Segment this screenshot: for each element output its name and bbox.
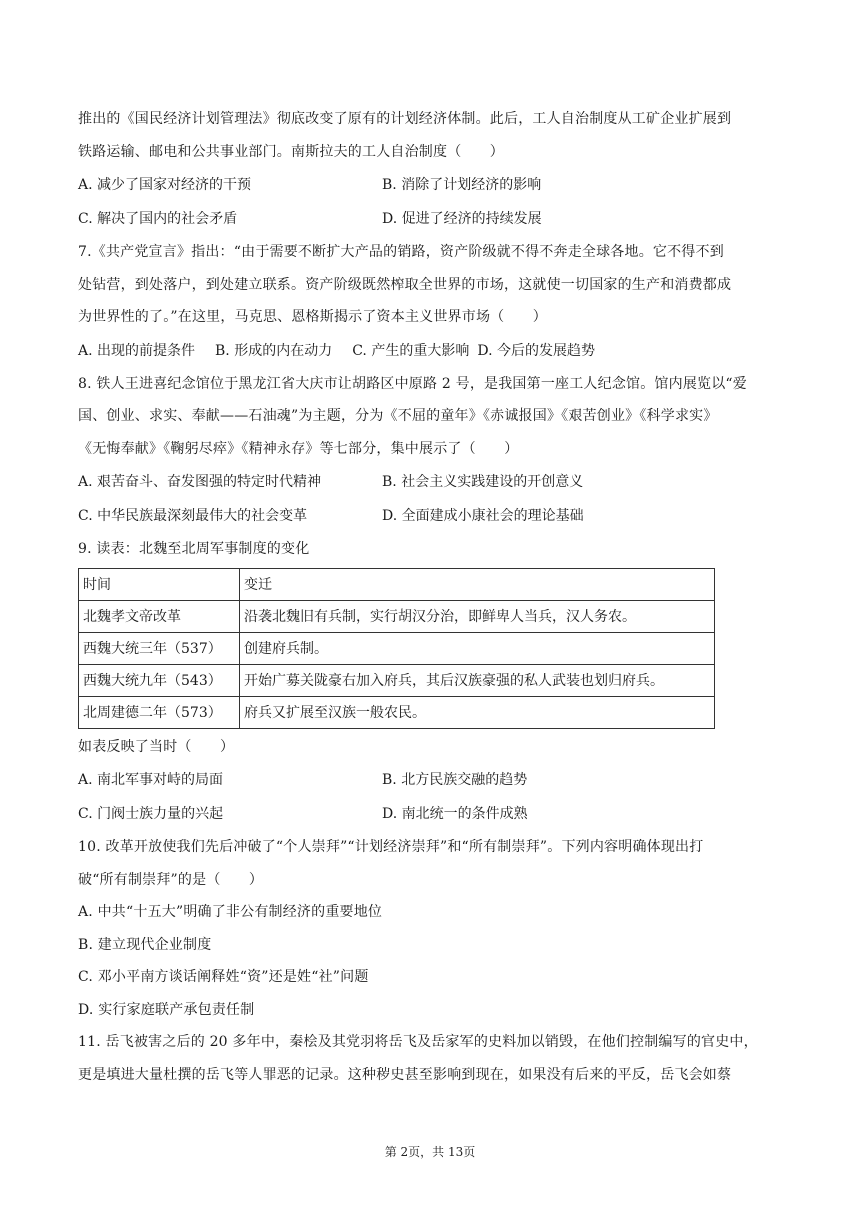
- q8-options-row-1: [78, 465, 786, 499]
- q6-options-row-1: [78, 168, 786, 202]
- q6-option-c: C. 解决了国内的社会矛盾: [78, 211, 238, 227]
- q10-option-b: B. 建立现代企业制度: [78, 936, 212, 953]
- q10-option-a: A. 中共“十五大”明确了非公有制经济的重要地位: [78, 904, 383, 920]
- table-cell: 府兵又扩展至汉族一般农民。: [240, 696, 715, 728]
- q7-option-c: C. 产生的重大影响: [352, 342, 470, 359]
- q8-option-d: D. 全面建成小康社会的理论基础: [382, 508, 584, 524]
- table-cell: 创建府兵制。: [240, 632, 715, 664]
- q8-option-b: B. 社会主义实践建设的开创意义: [382, 474, 584, 490]
- q7-option-d: D. 今后的发展趋势: [477, 342, 595, 359]
- q11-line-1: 11. 岳飞被害之后的 20 多年中，秦桧及其党羽将岳飞及岳家军的史料加以销毁，在他们控制编写的官史中，: [78, 1034, 758, 1050]
- q9-stem: 如表反映了当时（ ）: [78, 738, 235, 755]
- q8-option-a: A. 艰苦奋斗、奋发图强的特定时代精神: [78, 474, 322, 490]
- q11-line-2: 更是填进大量杜撰的岳飞等人罪恶的记录。这种秽史甚至影响到现在，如果没有后来的平反，岳飞会如蔡: [78, 1066, 732, 1083]
- q9-title: 9. 读表：北魏至北周军事制度的变化: [78, 541, 310, 557]
- table-row: [79, 632, 715, 664]
- q6-line-1: 推出的《国民经济计划管理法》彻底改变了原有的计划经济体制。此后，工人自治制度从工矿企业扩展到: [78, 111, 732, 127]
- q6-option-b: B. 消除了计划经济的影响: [382, 177, 542, 193]
- q7-line-2: 处钻营，到处落户，到处建立联系。资产阶级既然榨取全世界的市场，这就使一切国家的生产和消费都成: [78, 276, 732, 293]
- q6-option-d: D. 促进了经济的持续发展: [382, 211, 542, 227]
- table-row: [79, 600, 715, 632]
- q10-line-2: 破“所有制崇拜”的是（ ）: [78, 871, 264, 888]
- q7-options-row: [78, 334, 786, 368]
- table-row: [79, 664, 715, 696]
- q10-line-1: 10. 改革开放使我们先后冲破了“个人崇拜”“计划经济崇拜”和“所有制崇拜”。下列内容明确体现出打: [78, 839, 704, 855]
- table-cell: 沿袭北魏旧有兵制，实行胡汉分治，即鲜卑人当兵，汉人务农。: [240, 600, 715, 632]
- q7-option-a: A. 出现的前提条件: [78, 342, 196, 359]
- q9-option-c: C. 门阀士族力量的兴起: [78, 806, 224, 822]
- q6-options-row-2: [78, 202, 786, 236]
- q9-option-d: D. 南北统一的条件成熟: [382, 806, 528, 822]
- q7-option-b: B. 形成的内在动力: [215, 342, 333, 359]
- q9-option-b: B. 北方民族交融的趋势: [382, 772, 528, 788]
- q9-options-row-2: [78, 797, 786, 831]
- table-header-cell: 变迁: [240, 568, 715, 600]
- q8-line-3: 《无悔奉献》《鞠躬尽瘁》《精神永存》等七部分，集中展示了（ ）: [78, 440, 519, 457]
- q6-line-2: 铁路运输、邮电和公共事业部门。南斯拉夫的工人自治制度（ ）: [78, 143, 504, 160]
- table-cell: 开始广募关陇豪右加入府兵，其后汉族豪强的私人武装也划归府兵。: [240, 664, 715, 696]
- q9-option-a: A. 南北军事对峙的局面: [78, 772, 224, 788]
- q9-table: [78, 568, 715, 729]
- q8-options-row-2: [78, 499, 786, 533]
- q8-line-2: 国、创业、求实、奉献——石油魂”为主题，分为《不屈的童年》《赤诚报国》《艰苦创业》《科学求实》: [78, 408, 718, 424]
- q10-option-c: C. 邓小平南方谈话阐释姓“资”还是姓“社”问题: [78, 969, 369, 985]
- q6-option-a: A. 减少了国家对经济的干预: [78, 177, 252, 193]
- q8-line-1: 8. 铁人王进喜纪念馆位于黑龙江省大庆市让胡路区中原路 2 号，是我国第一座工人纪念馆。馆内展览以“爱: [78, 375, 747, 392]
- table-cell: 北周建德二年（573）: [79, 696, 240, 728]
- table-header-row: [79, 568, 715, 600]
- table-header-cell: 时间: [79, 568, 240, 600]
- table-row: [79, 696, 715, 728]
- q10-option-d: D. 实行家庭联产承包责任制: [78, 1001, 255, 1018]
- q9-options-row-1: [78, 763, 786, 797]
- q7-line-3: 为世界性的了。”在这里，马克思、恩格斯揭示了资本主义世界市场（ ）: [78, 309, 547, 325]
- q7-line-1: 7.《共产党宣言》指出：“由于需要不断扩大产品的销路，资产阶级就不得不奔走全球各地。它不得不到: [78, 244, 724, 260]
- q8-option-c: C. 中华民族最深刻最伟大的社会变革: [78, 508, 308, 524]
- page-footer: 第 2页，共 13页: [384, 1145, 476, 1159]
- table-cell: 西魏大统三年（537）: [79, 632, 240, 664]
- page-content: [78, 103, 786, 1091]
- table-cell: 北魏孝文帝改革: [79, 600, 240, 632]
- table-cell: 西魏大统九年（543）: [79, 664, 240, 696]
